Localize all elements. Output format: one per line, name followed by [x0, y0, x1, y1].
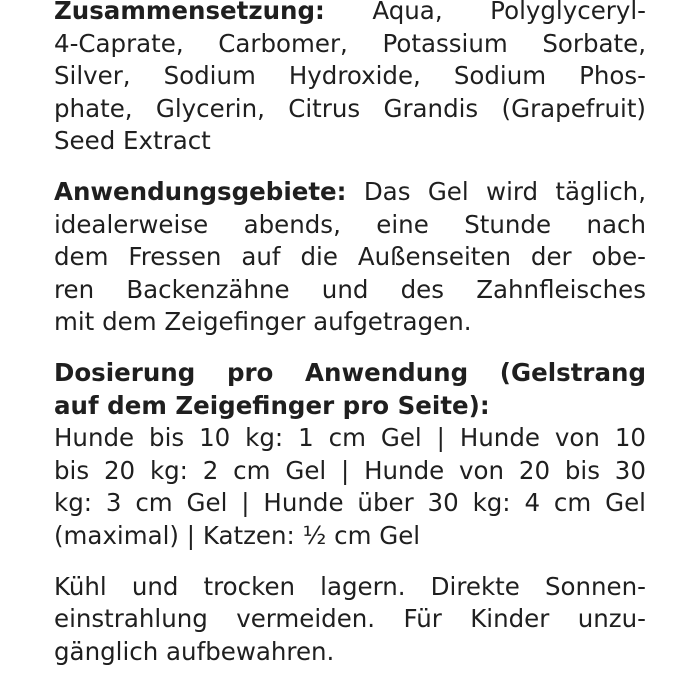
- section-gap: [54, 339, 646, 357]
- line-text: phate, Glycerin, Citrus Grandis (Grapefruit): [54, 93, 646, 123]
- text-line: [54, 209, 646, 242]
- section-dosierung: [54, 357, 646, 553]
- line-text: ren Backenzähne und des Zahnfleisches: [54, 274, 646, 304]
- bold-label: Anwendungsgebiete:: [54, 176, 347, 206]
- section-gap: [54, 158, 646, 176]
- text-line: [54, 636, 646, 669]
- line-text: dem Fressen auf die Außenseiten der obe-: [54, 242, 646, 272]
- text-line: [54, 603, 646, 636]
- text-line: [54, 306, 646, 339]
- bold-label: Zusammensetzung:: [54, 0, 325, 25]
- section-zusammensetzung: [54, 0, 646, 158]
- text-line: [54, 571, 646, 604]
- line-text: 4-Caprate, Carbomer, Potassium Sorbate,: [54, 28, 646, 58]
- text-line: [54, 93, 646, 126]
- text-line: [54, 390, 646, 423]
- text-line: [54, 487, 646, 520]
- text-line: [54, 125, 646, 158]
- line-text: Das Gel wird täglich,: [346, 176, 646, 206]
- line-text: einstrahlung vermeiden. Für Kinder unzu-: [54, 604, 646, 634]
- line-text: bis 20 kg: 2 cm Gel | Hunde von 20 bis 30: [54, 455, 646, 485]
- section-anwendungsgebiete: [54, 176, 646, 339]
- line-text: gänglich aufbewahren.: [54, 636, 335, 666]
- text-line: [54, 520, 646, 553]
- line-text: Seed Extract: [54, 126, 211, 156]
- text-line: [54, 455, 646, 488]
- text-line: [54, 176, 646, 209]
- bold-label: auf dem Zeigefinger pro Seite):: [54, 390, 490, 420]
- document-body: [54, 0, 646, 668]
- section-lagerung: [54, 571, 646, 669]
- text-line: [54, 28, 646, 61]
- line-text: mit dem Zeigefinger aufgetragen.: [54, 307, 472, 337]
- text-line: [54, 60, 646, 93]
- text-line: [54, 422, 646, 455]
- text-line: [54, 357, 646, 390]
- line-text: Kühl und trocken lagern. Direkte Sonnen-: [54, 571, 646, 601]
- section-gap: [54, 553, 646, 571]
- line-text: idealerweise abends, eine Stunde nach: [54, 209, 646, 239]
- text-line: [54, 274, 646, 307]
- bold-label: Dosierung pro Anwendung (Gelstrang: [54, 357, 646, 387]
- text-line: [54, 241, 646, 274]
- text-line: [54, 0, 646, 28]
- line-text: (maximal) | Katzen: ½ cm Gel: [54, 520, 421, 550]
- line-text: Aqua, Polyglyceryl-: [324, 0, 646, 25]
- line-text: Hunde bis 10 kg: 1 cm Gel | Hunde von 10: [54, 423, 646, 453]
- line-text: Silver, Sodium Hydroxide, Sodium Phos-: [54, 61, 646, 91]
- line-text: kg: 3 cm Gel | Hunde über 30 kg: 4 cm Gel: [54, 488, 646, 518]
